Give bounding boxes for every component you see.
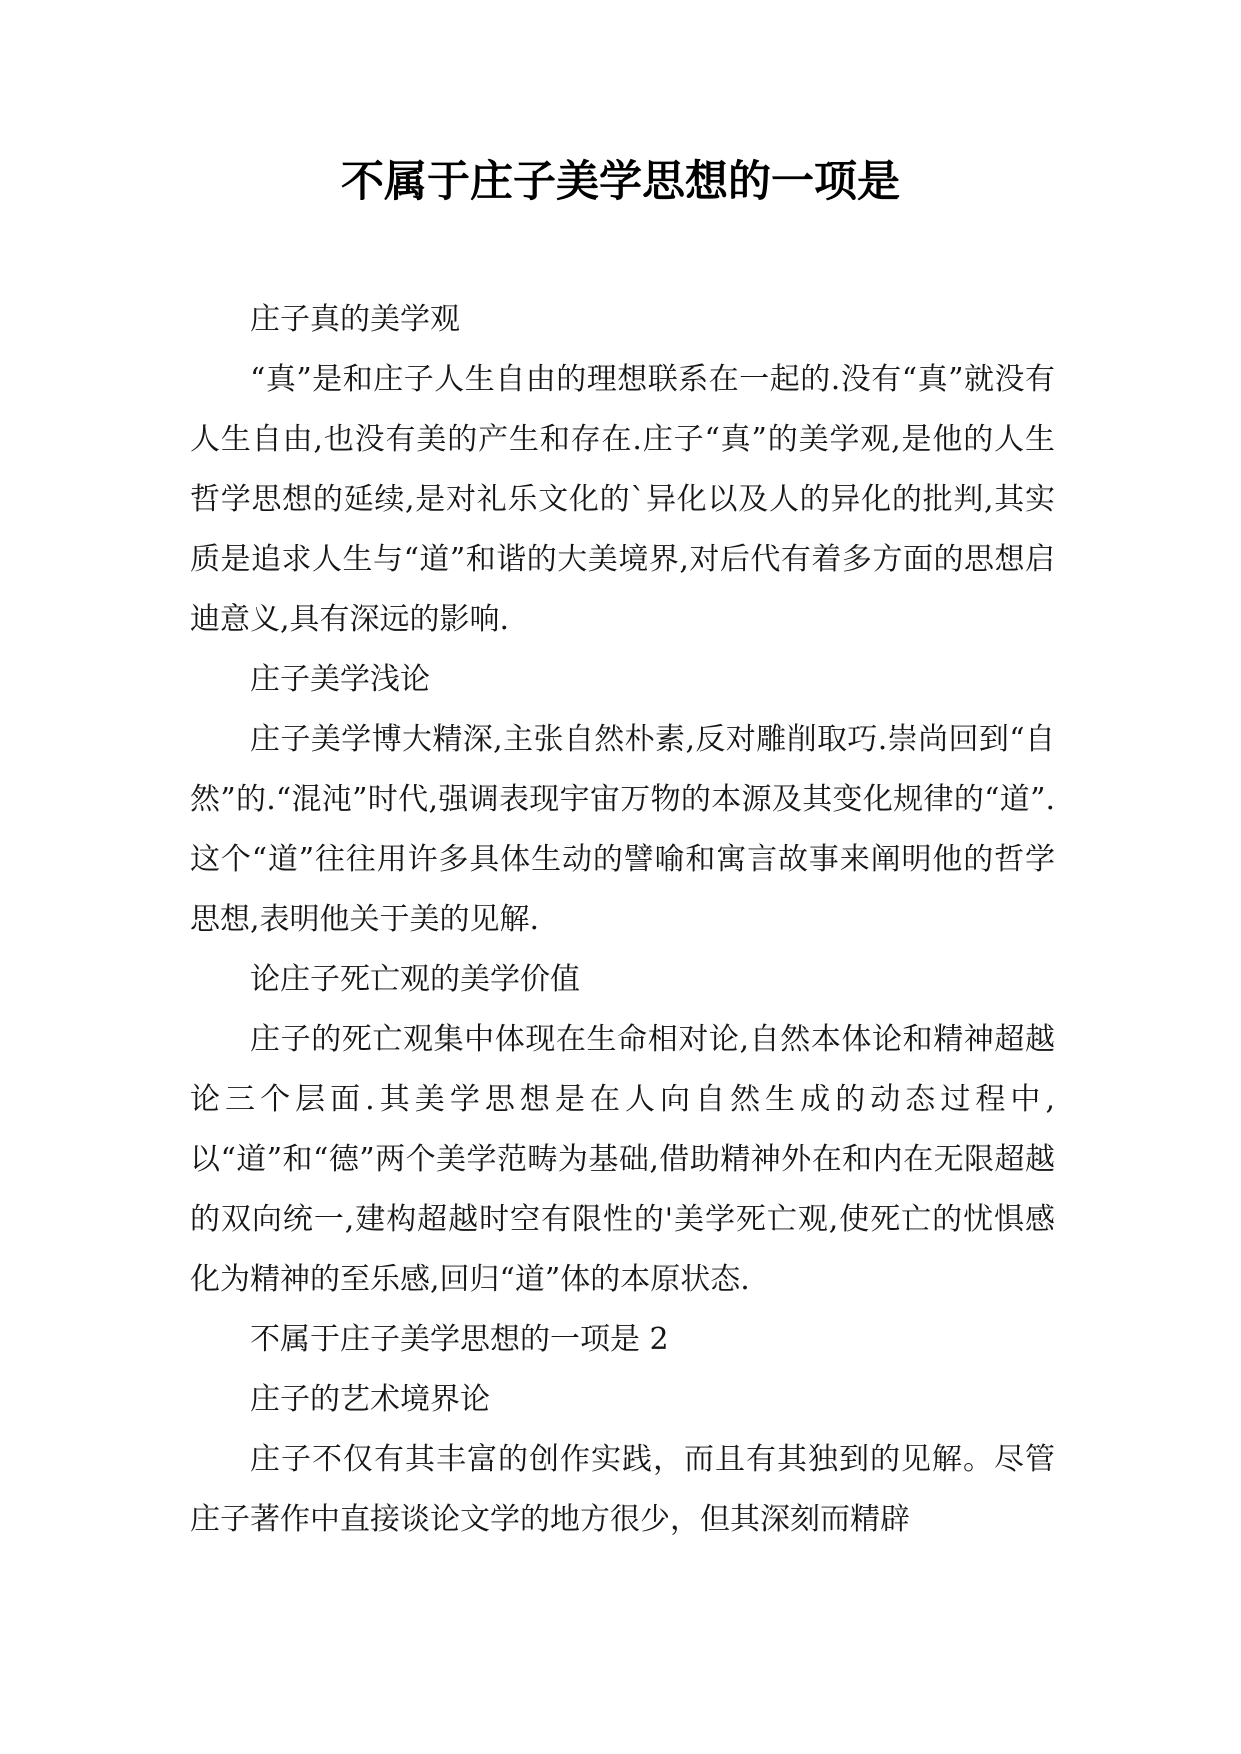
paragraph-art-realm: 庄子不仅有其丰富的创作实践，而且有其独到的见解。尽管庄子著作中直接谈论文学的地方很少，但其深刻而精辟 <box>190 1442 1055 1537</box>
section-heading-truth-aesthetics: 庄子真的美学观 <box>250 302 460 337</box>
section-heading-death-view: 论庄子死亡观的美学价值 <box>250 962 580 997</box>
paragraph-aesthetics-overview: 庄子美学博大精深,主张自然朴素,反对雕削取巧.崇尚回到“自然”的.“混沌”时代,强调表现宇宙万物的本源及其变化规律的“道”.这个“道”往往用许多具体生动的譬喻和寓言故事来阐明他的哲学思想,表明他关于美的见解. <box>190 722 1055 937</box>
paragraph-truth-aesthetics: “真”是和庄子人生自由的理想联系在一起的.没有“真”就没有人生自由,也没有美的产生和存在.庄子“真”的美学观,是他的人生哲学思想的延续,是对礼乐文化的`异化以及人的异化的批判,其实质是追求人生与“道”和谐的大美境界,对后代有着多方面的思想启迪意义,具有深远的影响. <box>190 362 1055 637</box>
document-title: 不属于庄子美学思想的一项是 <box>341 157 900 207</box>
document-body <box>190 290 1055 1550</box>
section-heading-part-2: 不属于庄子美学思想的一项是 2 <box>250 1322 669 1357</box>
section-heading-aesthetics-overview: 庄子美学浅论 <box>250 662 430 697</box>
section-heading-art-realm: 庄子的艺术境界论 <box>250 1382 490 1417</box>
paragraph-death-view: 庄子的死亡观集中体现在生命相对论,自然本体论和精神超越论三个层面.其美学思想是在人向自然生成的动态过程中,以“道”和“德”两个美学范畴为基础,借助精神外在和内在无限超越的双向统一,建构超越时空有限性的'美学死亡观,使死亡的忧惧感化为精神的至乐感,回归“道”体的本原状态. <box>190 1022 1055 1297</box>
